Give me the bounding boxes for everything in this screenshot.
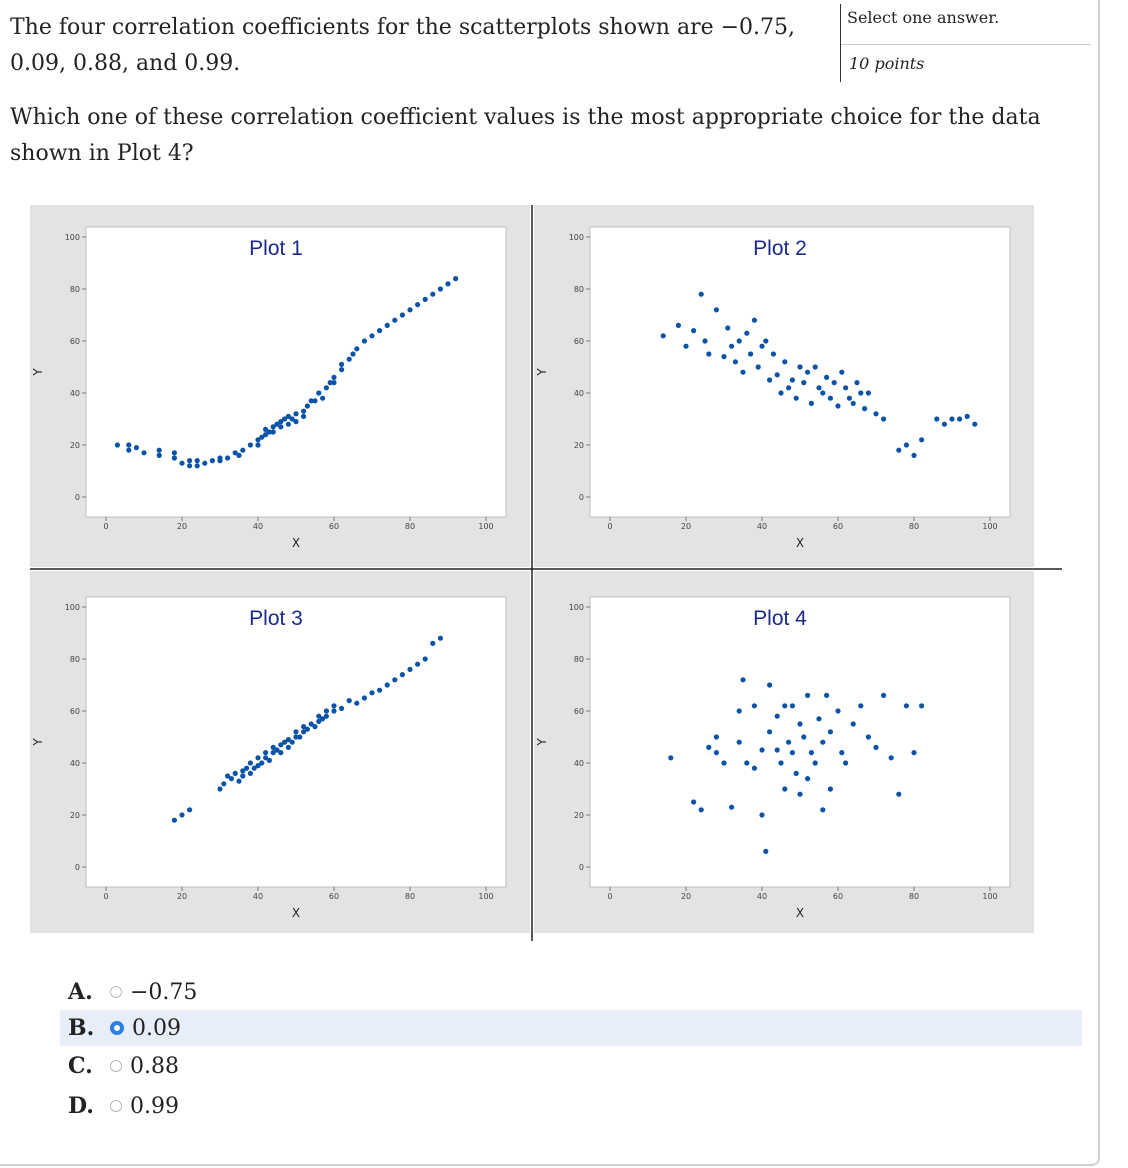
scatter-point: [195, 458, 200, 463]
choice-letter: A.: [68, 979, 93, 1005]
scatter-point: [775, 372, 780, 377]
side-panel: [840, 4, 1091, 82]
scatter-point: [756, 364, 761, 369]
scatter-point: [949, 416, 954, 421]
plot-title: Plot 4: [753, 607, 807, 630]
scatter-point: [453, 276, 458, 281]
x-axis-label: X: [795, 906, 805, 920]
radio-icon[interactable]: [110, 1021, 124, 1035]
scatter-point: [866, 390, 871, 395]
scatter-point: [347, 698, 352, 703]
x-tick-label: 100: [982, 522, 998, 531]
points-label: 10 points: [849, 54, 925, 73]
scatter-point: [835, 708, 840, 713]
scatter-point: [889, 755, 894, 760]
scatter-point: [301, 409, 306, 414]
scatter-point: [702, 338, 707, 343]
x-tick-label: 40: [252, 892, 264, 901]
scatter-point: [305, 403, 310, 408]
scatter-point: [691, 799, 696, 804]
scatter-point: [790, 750, 795, 755]
scatter-point: [293, 419, 298, 424]
scatter-point: [369, 690, 374, 695]
scatter-point: [240, 773, 245, 778]
scatter-point: [740, 370, 745, 375]
scatter-point: [324, 714, 329, 719]
scatter-point: [851, 401, 856, 406]
scatter-point: [248, 771, 253, 776]
plot-area: [86, 227, 506, 517]
y-tick-label: 60: [69, 707, 80, 716]
scatter-point: [691, 328, 696, 333]
plot-area: [86, 597, 506, 887]
scatter-point: [896, 448, 901, 453]
scatter-point: [775, 747, 780, 752]
scatter-point: [714, 734, 719, 739]
plot-title: Plot 3: [249, 607, 303, 630]
scatter-point: [385, 682, 390, 687]
scatter-point: [911, 750, 916, 755]
scatter-point: [759, 344, 764, 349]
scatter-point: [873, 745, 878, 750]
scatter-point: [290, 740, 295, 745]
scatter-point: [259, 760, 264, 765]
scatter-point: [305, 727, 310, 732]
scatter-point: [786, 385, 791, 390]
scatter-point: [271, 429, 276, 434]
scatter-point: [794, 771, 799, 776]
scatter-point: [263, 750, 268, 755]
scatter-point: [187, 807, 192, 812]
scatter-point: [782, 703, 787, 708]
choice-value: −0.75: [130, 979, 198, 1005]
scatter-point: [286, 745, 291, 750]
scatter-point: [957, 416, 962, 421]
x-tick-label: 60: [328, 892, 340, 901]
scatter-point: [236, 779, 241, 784]
scatterplot-figure: [30, 205, 1062, 941]
radio-icon[interactable]: [110, 986, 122, 998]
x-tick-label: 40: [756, 522, 768, 531]
scatter-point: [301, 414, 306, 419]
plot-title: Plot 1: [249, 237, 303, 260]
scatter-point: [423, 297, 428, 302]
scatter-point: [854, 380, 859, 385]
y-tick-label: 40: [573, 759, 584, 768]
y-tick-label: 100: [64, 233, 80, 242]
x-tick-label: 60: [832, 522, 844, 531]
scatter-point: [767, 729, 772, 734]
scatter-point: [752, 703, 757, 708]
radio-icon[interactable]: [110, 1100, 122, 1112]
choice-value: 0.88: [130, 1053, 179, 1079]
scatter-point: [347, 357, 352, 362]
scatter-point: [407, 667, 412, 672]
scatter-point: [942, 422, 947, 427]
scatter-point: [896, 792, 901, 797]
scatter-point: [369, 333, 374, 338]
scatter-point: [794, 396, 799, 401]
y-tick-label: 0: [74, 863, 80, 872]
scatter-point: [771, 351, 776, 356]
scatter-point: [255, 442, 260, 447]
scatter-point: [202, 461, 207, 466]
scatter-point: [248, 442, 253, 447]
y-axis-label: Y: [535, 738, 549, 746]
scatter-point: [729, 805, 734, 810]
scatter-point: [683, 344, 688, 349]
choice-b[interactable]: [60, 1010, 1082, 1046]
x-tick-label: 80: [908, 892, 920, 901]
x-tick-label: 0: [103, 892, 109, 901]
scatter-point: [339, 706, 344, 711]
scatter-point: [240, 448, 245, 453]
x-tick-label: 60: [328, 522, 340, 531]
scatter-point: [782, 786, 787, 791]
scatter-point: [778, 760, 783, 765]
scatter-point: [236, 453, 241, 458]
scatter-point: [423, 656, 428, 661]
select-instruction: Select one answer.: [847, 8, 1000, 27]
y-tick-label: 0: [578, 493, 584, 502]
question-text: Which one of these correlation coefficient values is the most appropriate choice for the data shown in Plot 4?: [10, 105, 1041, 166]
scatter-point: [699, 292, 704, 297]
y-tick-label: 40: [573, 389, 584, 398]
scatter-point: [759, 812, 764, 817]
scatter-point: [904, 442, 909, 447]
scatter-point: [714, 750, 719, 755]
scatter-point: [172, 818, 177, 823]
scatter-point: [157, 448, 162, 453]
y-tick-label: 0: [578, 863, 584, 872]
y-tick-label: 100: [64, 603, 80, 612]
scatter-point: [141, 450, 146, 455]
scatter-point: [415, 662, 420, 667]
scatter-point: [362, 338, 367, 343]
scatter-point: [786, 740, 791, 745]
scatter-point: [847, 396, 852, 401]
scatter-point: [809, 401, 814, 406]
choice-value: 0.09: [132, 1015, 181, 1041]
scatter-point: [828, 729, 833, 734]
scatter-point: [919, 703, 924, 708]
scatter-point: [919, 437, 924, 442]
scatter-point: [775, 714, 780, 719]
scatter-point: [737, 740, 742, 745]
scatter-point: [740, 677, 745, 682]
y-tick-label: 80: [69, 655, 80, 664]
x-tick-label: 20: [176, 892, 188, 901]
y-axis-label: Y: [31, 738, 45, 746]
x-tick-label: 40: [756, 892, 768, 901]
choice-letter: B.: [68, 1015, 95, 1041]
scatter-point: [805, 370, 810, 375]
x-tick-label: 100: [982, 892, 998, 901]
scatter-point: [797, 364, 802, 369]
x-axis-label: X: [291, 906, 301, 920]
y-tick-label: 100: [568, 603, 584, 612]
x-tick-label: 40: [252, 522, 264, 531]
scatter-point: [873, 411, 878, 416]
scatter-point: [721, 354, 726, 359]
y-tick-label: 80: [573, 285, 584, 294]
scatter-point: [737, 708, 742, 713]
choice-a[interactable]: [60, 974, 1082, 1010]
scatter-point: [430, 292, 435, 297]
scatter-point: [797, 792, 802, 797]
y-tick-label: 40: [69, 759, 80, 768]
scatter-point: [354, 346, 359, 351]
scatter-point: [904, 703, 909, 708]
scatter-point: [248, 760, 253, 765]
scatter-point: [744, 760, 749, 765]
scatter-point: [392, 677, 397, 682]
x-tick-label: 20: [680, 892, 692, 901]
x-tick-label: 80: [404, 892, 416, 901]
scatter-point: [286, 422, 291, 427]
scatter-point: [339, 362, 344, 367]
y-tick-label: 20: [573, 441, 584, 450]
x-axis-label: X: [795, 536, 805, 550]
scatter-point: [824, 375, 829, 380]
scatter-point: [172, 450, 177, 455]
y-tick-label: 0: [74, 493, 80, 502]
y-axis-label: Y: [31, 368, 45, 376]
scatter-point: [267, 758, 272, 763]
scatter-point: [385, 323, 390, 328]
scatter-point: [972, 422, 977, 427]
x-tick-label: 60: [832, 892, 844, 901]
scatter-point: [839, 370, 844, 375]
scatter-point: [790, 377, 795, 382]
scatter-point: [820, 807, 825, 812]
plot-area: [590, 227, 1010, 517]
scatter-point: [195, 463, 200, 468]
scatter-point: [862, 406, 867, 411]
y-tick-label: 40: [69, 389, 80, 398]
scatter-point: [415, 302, 420, 307]
x-tick-label: 100: [478, 892, 494, 901]
scatter-point: [737, 338, 742, 343]
y-tick-label: 20: [69, 811, 80, 820]
scatter-point: [115, 442, 120, 447]
scatter-point: [324, 708, 329, 713]
scatter-point: [752, 318, 757, 323]
x-tick-label: 0: [103, 522, 109, 531]
scatter-point: [767, 377, 772, 382]
scatter-point: [801, 734, 806, 739]
choice-letter: C.: [68, 1053, 93, 1079]
x-tick-label: 100: [478, 522, 494, 531]
scatter-point: [744, 331, 749, 336]
scatter-point: [438, 636, 443, 641]
scatter-point: [763, 849, 768, 854]
scatter-point: [733, 359, 738, 364]
scatter-point: [843, 385, 848, 390]
y-tick-label: 60: [573, 337, 584, 346]
scatter-point: [217, 786, 222, 791]
y-tick-label: 60: [69, 337, 80, 346]
scatter-point: [324, 385, 329, 390]
scatter-point: [706, 745, 711, 750]
scatter-point: [816, 716, 821, 721]
side-divider: [841, 44, 1091, 45]
scatter-point: [721, 760, 726, 765]
choice-value: 0.99: [130, 1093, 179, 1119]
scatter-point: [706, 351, 711, 356]
x-tick-label: 80: [404, 522, 416, 531]
scatter-point: [881, 693, 886, 698]
scatter-point: [400, 672, 405, 677]
scatter-point: [813, 364, 818, 369]
scatter-point: [858, 703, 863, 708]
y-axis-label: Y: [535, 368, 549, 376]
plot-area: [590, 597, 1010, 887]
intro-text: The four correlation coefficients for the scatterplots shown are −0.75, 0.09, 0.88, and 0.99.: [10, 15, 796, 76]
scatter-point: [813, 760, 818, 765]
x-tick-label: 80: [908, 522, 920, 531]
scatter-point: [820, 390, 825, 395]
scatter-point: [824, 693, 829, 698]
scatter-point: [797, 721, 802, 726]
scatter-point: [699, 807, 704, 812]
scatter-point: [668, 755, 673, 760]
scatter-point: [438, 286, 443, 291]
scatter-point: [832, 380, 837, 385]
scatter-point: [843, 760, 848, 765]
y-tick-label: 20: [573, 811, 584, 820]
scatter-point: [965, 414, 970, 419]
scatter-point: [244, 766, 249, 771]
scatter-point: [187, 458, 192, 463]
scatter-point: [392, 318, 397, 323]
scatter-point: [400, 312, 405, 317]
scatter-point: [801, 380, 806, 385]
scatter-point: [782, 359, 787, 364]
choice-d[interactable]: [60, 1088, 1082, 1124]
scatter-point: [225, 455, 230, 460]
scatter-point: [350, 351, 355, 356]
scatter-point: [881, 416, 886, 421]
scatter-point: [858, 390, 863, 395]
scatter-point: [126, 442, 131, 447]
scatter-point: [763, 338, 768, 343]
scatter-point: [297, 734, 302, 739]
scatter-point: [767, 682, 772, 687]
scatter-point: [134, 445, 139, 450]
scatter-point: [210, 458, 215, 463]
scatter-point: [377, 688, 382, 693]
scatter-point: [172, 455, 177, 460]
scatter-point: [430, 641, 435, 646]
scatter-point: [809, 750, 814, 755]
scatter-point: [725, 325, 730, 330]
scatter-point: [312, 398, 317, 403]
scatter-point: [407, 307, 412, 312]
scatter-point: [828, 396, 833, 401]
scatter-point: [866, 734, 871, 739]
scatter-point: [233, 771, 238, 776]
x-axis-label: X: [291, 536, 301, 550]
y-tick-label: 20: [69, 441, 80, 450]
scatter-point: [778, 390, 783, 395]
scatter-point: [320, 396, 325, 401]
scatter-point: [221, 781, 226, 786]
scatter-point: [790, 703, 795, 708]
scatter-point: [126, 448, 131, 453]
choice-c[interactable]: [60, 1048, 1082, 1084]
y-tick-label: 60: [573, 707, 584, 716]
scatter-point: [661, 333, 666, 338]
x-tick-label: 0: [607, 522, 613, 531]
scatter-point: [339, 367, 344, 372]
scatter-point: [828, 786, 833, 791]
scatter-point: [293, 729, 298, 734]
plot-title: Plot 2: [753, 237, 807, 260]
scatter-point: [316, 390, 321, 395]
scatter-point: [179, 461, 184, 466]
x-tick-label: 20: [680, 522, 692, 531]
scatter-point: [331, 375, 336, 380]
scatter-point: [217, 455, 222, 460]
scatter-point: [362, 695, 367, 700]
scatter-point: [820, 740, 825, 745]
scatter-point: [331, 708, 336, 713]
scatter-point: [835, 403, 840, 408]
choice-letter: D.: [68, 1093, 94, 1119]
scatter-point: [331, 703, 336, 708]
scatter-point: [805, 693, 810, 698]
scatter-point: [714, 307, 719, 312]
y-tick-label: 80: [69, 285, 80, 294]
scatter-point: [354, 701, 359, 706]
scatter-point: [179, 812, 184, 817]
scatter-point: [278, 750, 283, 755]
scatter-point: [934, 416, 939, 421]
scatter-point: [229, 776, 234, 781]
scatter-point: [312, 724, 317, 729]
x-tick-label: 20: [176, 522, 188, 531]
scatter-point: [851, 721, 856, 726]
scatter-point: [805, 776, 810, 781]
scatter-point: [676, 323, 681, 328]
scatter-point: [331, 380, 336, 385]
scatter-point: [729, 344, 734, 349]
scatter-point: [445, 281, 450, 286]
radio-icon[interactable]: [110, 1060, 122, 1072]
scatter-point: [748, 351, 753, 356]
scatter-point: [911, 453, 916, 458]
scatter-point: [293, 411, 298, 416]
y-tick-label: 80: [573, 655, 584, 664]
scatter-point: [752, 766, 757, 771]
scatter-point: [816, 385, 821, 390]
x-tick-label: 0: [607, 892, 613, 901]
scatter-point: [157, 453, 162, 458]
scatter-point: [839, 750, 844, 755]
scatter-point: [278, 424, 283, 429]
scatter-point: [759, 747, 764, 752]
scatter-point: [377, 328, 382, 333]
y-tick-label: 100: [568, 233, 584, 242]
scatter-point: [255, 755, 260, 760]
scatter-point: [187, 463, 192, 468]
